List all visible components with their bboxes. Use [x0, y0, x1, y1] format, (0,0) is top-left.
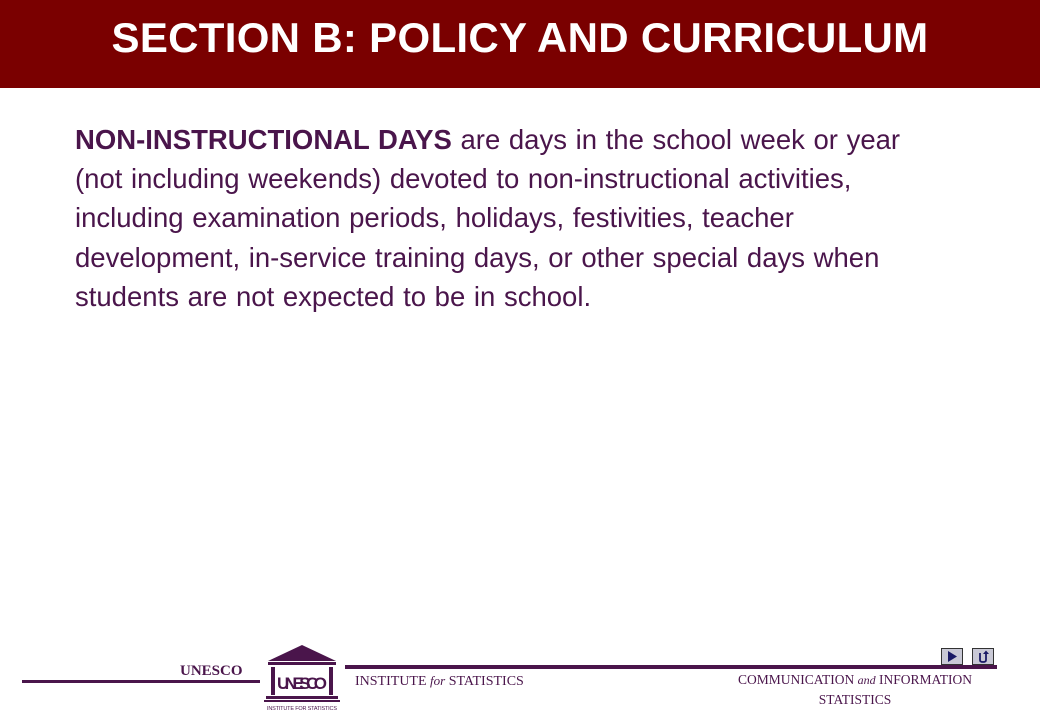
definition-text: are days in the school week or year (not including weekends) devoted to non-instructional activities, including examination periods, holidays, festivities, teacher development, in-service training days, or other special days when students are not expected to be in school. — [75, 124, 901, 312]
communication-label: COMMUNICATION and INFORMATION STATISTICS — [737, 672, 973, 707]
logo-word: UNESCO — [277, 674, 327, 693]
unesco-temple-logo — [262, 643, 342, 713]
institute-label: INSTITUTE for STATISTICS — [355, 673, 524, 689]
play-forward-icon — [942, 649, 962, 664]
definition-paragraph — [75, 120, 945, 316]
slide-title: SECTION B: POLICY AND CURRICULUM — [111, 14, 929, 61]
return-button[interactable] — [972, 648, 994, 665]
header-bar — [0, 0, 1040, 88]
footer-divider-right — [345, 665, 997, 669]
defined-term: NON-INSTRUCTIONAL DAYS — [75, 124, 452, 155]
unesco-label: UNESCO — [180, 663, 243, 679]
logo-caption: INSTITUTE FOR STATISTICS — [267, 706, 337, 712]
next-slide-button[interactable] — [941, 648, 963, 665]
return-icon — [973, 649, 993, 664]
footer-divider-left — [22, 680, 260, 683]
